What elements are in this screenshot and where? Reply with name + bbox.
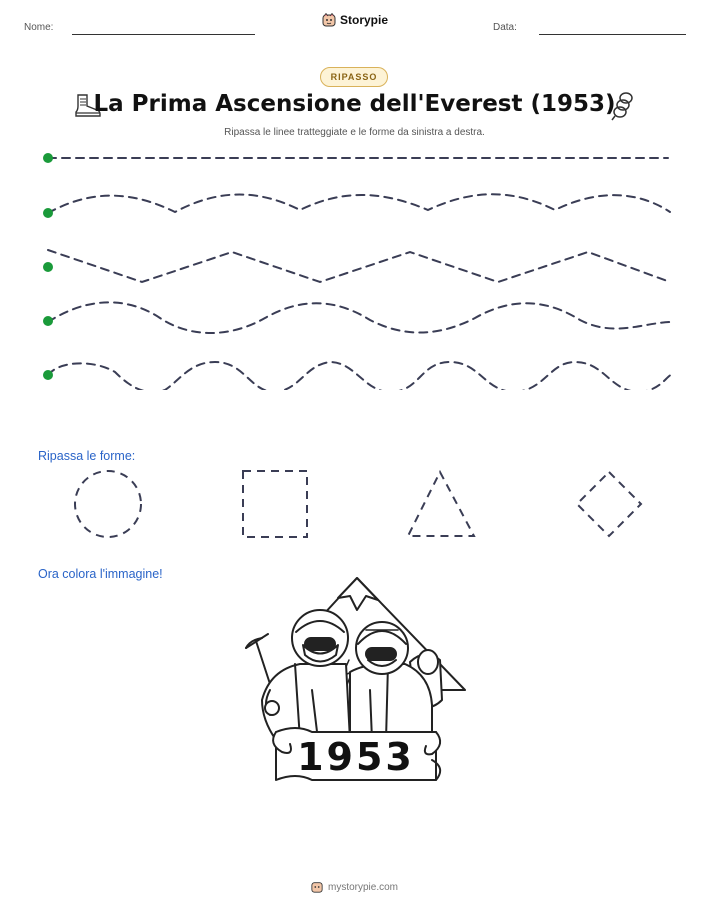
start-dot <box>43 370 53 380</box>
coloring-label: Ora colora l'immagine! <box>38 567 163 581</box>
name-field[interactable] <box>72 34 255 35</box>
instructions: Ripassa le linee tratteggiate e le forme da sinistra a destra. <box>224 127 485 138</box>
trace-shape-circle <box>75 471 141 537</box>
review-badge: RIPASSO <box>320 67 388 87</box>
trace-shape-diamond <box>577 472 641 536</box>
brand-name: Storypie <box>340 13 389 27</box>
rope-icon <box>608 90 638 122</box>
name-label: Nome: <box>24 22 54 33</box>
trace-shape-triangle <box>408 472 474 536</box>
start-dot <box>43 208 53 218</box>
trace-line-wave <box>48 302 672 333</box>
page-title: La Prima Ascensione dell'Everest (1953) <box>93 91 616 117</box>
trace-shape-square <box>243 471 307 537</box>
date-label: Data: <box>493 22 517 33</box>
trace-line-gentle-wave <box>48 194 670 213</box>
trace-lines[interactable] <box>0 140 709 390</box>
coloring-illustration[interactable] <box>236 574 472 788</box>
date-field[interactable] <box>539 34 686 35</box>
footer <box>0 881 709 893</box>
start-dot <box>43 316 53 326</box>
shapes-label: Ripassa le forme: <box>38 449 136 463</box>
footer-url[interactable]: mystorypie.com <box>327 881 398 893</box>
storypie-logo-icon <box>322 13 336 27</box>
start-dot <box>43 262 53 272</box>
illustration-year: 1953 <box>297 735 415 779</box>
trace-line-scallop <box>48 362 672 390</box>
brand-logo <box>322 13 388 27</box>
trace-line-zigzag <box>48 250 670 282</box>
start-dot <box>43 153 53 163</box>
storypie-logo-icon <box>311 881 323 893</box>
trace-shapes[interactable] <box>0 462 709 544</box>
